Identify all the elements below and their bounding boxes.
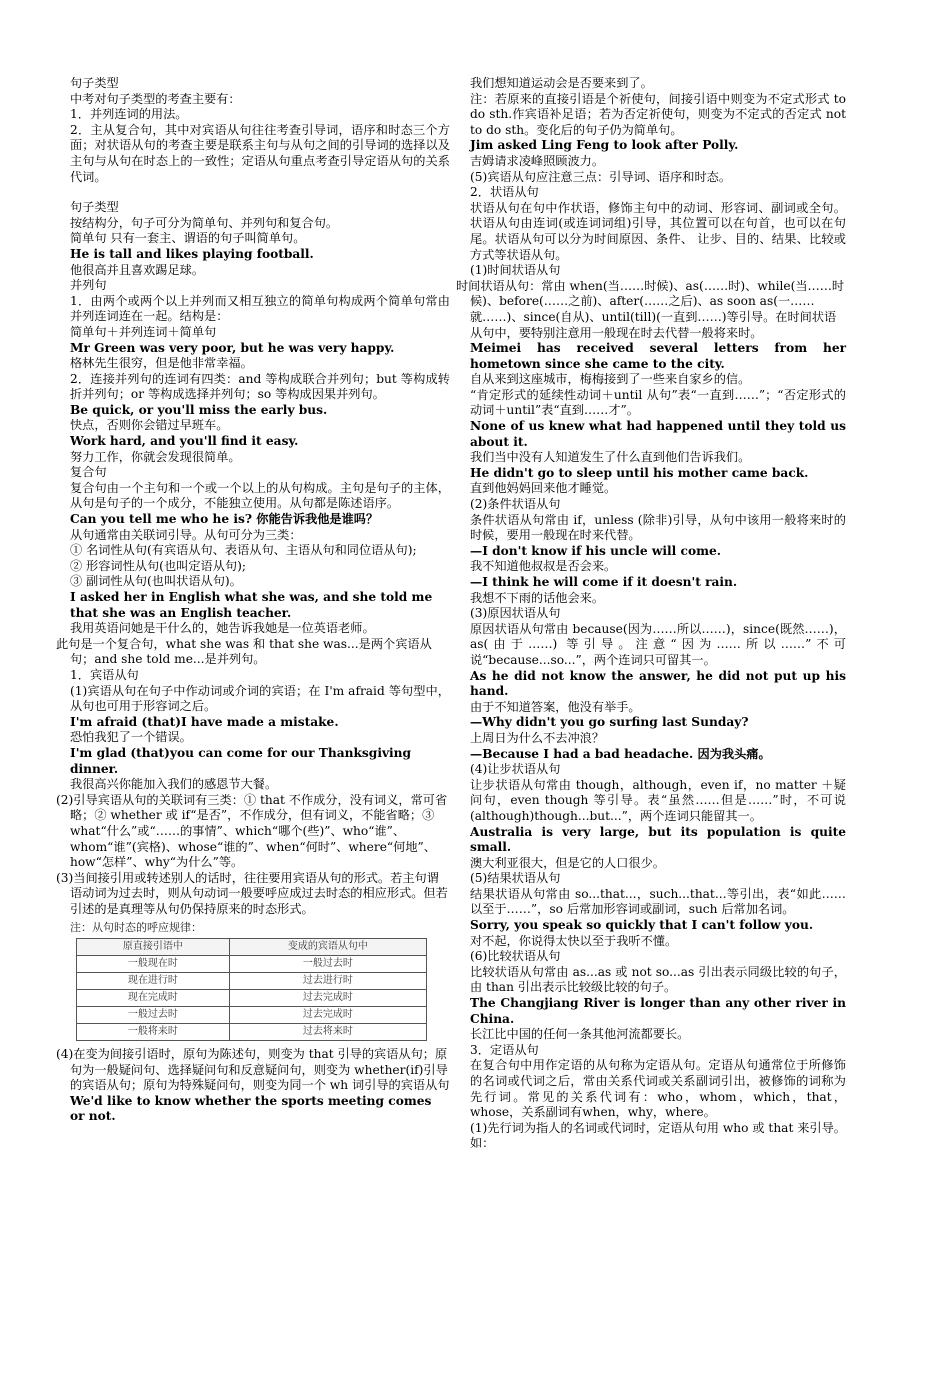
paragraph: 对不起，你说得太快以至于我听不懂。 [470, 933, 678, 948]
paragraph: None of us knew what had happened until they told us about it. [470, 419, 846, 449]
paragraph: Can you tell me who he is? 你能告诉我他是谁吗？ [70, 512, 379, 527]
paragraph: I'm afraid (that)I have made a mistake. [70, 714, 339, 729]
paragraph: 自从来到这座城市，梅梅接到了一些来自家乡的信。 [470, 372, 751, 387]
paragraph: (2)条件状语从句 [470, 497, 561, 512]
tense-correspondence-table [76, 938, 427, 1041]
paragraph: 吉姆请求凌峰照顾波力。 [470, 153, 605, 168]
paragraph: —I think he will come if it doesn't rain. [470, 575, 738, 589]
paragraph: 我想不下雨的话他会来。 [470, 590, 605, 605]
paragraph: He didn't go to sleep until his mother came back. [470, 465, 809, 480]
table-cell: 过去完成时 [229, 1007, 426, 1024]
table-cell: 一般过去时 [229, 956, 426, 973]
table-row [77, 956, 427, 973]
paragraph: 条件状语从句常由 if，unless (除非)引导，从句中该用一般将来时的时候，要用一般现在时来代替。 [470, 512, 846, 543]
table-cell: 过去进行时 [229, 973, 426, 990]
table-cell: 一般将来时 [77, 1024, 230, 1041]
table-row [77, 1024, 427, 1041]
paragraph: 我很高兴你能加入我们的感恩节大餐。 [70, 777, 278, 792]
paragraph: (4)在变为间接引语时，原句为陈述句，则变为 that 引导的宾语从句；原句为一般疑问句、选择疑问句和反意疑问句，则变为 whether(if)引导的宾语从句；原句为特殊疑问句，则变为同一个 wh 词引导的宾语从句 [56, 1047, 450, 1093]
paragraph: (2)引导宾语从句的关联词有三类：① that 不作成分，没有词义，常可省略；② whether 或 if“是否”，不作成分，但有词义，不能省略；③ what“什么”或“……的事情”、which“哪个(些)”、who“谁”、whom“谁”(宾格)、whose“谁的”、when“何时”、where“何地”、how“怎样”、why“为什么”等。 [56, 792, 448, 870]
left-column [56, 76, 450, 1125]
paragraph: 并列句 [70, 278, 107, 293]
paragraph: 长江比中国的任何一条其他河流都要长。 [470, 1027, 690, 1042]
table-row [77, 990, 427, 1007]
table-row [77, 1007, 427, 1024]
paragraph: 我们当中没有人知道发生了什么直到他们告诉我们。 [470, 450, 751, 465]
paragraph: Jim asked Ling Feng to look after Polly. [470, 138, 739, 153]
table-cell: 过去完成时 [229, 990, 426, 1007]
paragraph: 我们想知道运动会是否要来到了。 [470, 76, 653, 90]
paragraph: (5)宾语从句应注意三点：引导词、语序和时态。 [470, 169, 732, 184]
paragraph: 此句是一个复合句，what she was 和 that she was...是两个宾语从句；and she told me...是并列句。 [56, 636, 432, 667]
paragraph: 我不知道他叔叔是否会来。 [470, 559, 617, 574]
paragraph: The Changjiang River is longer than any other river in China. [470, 996, 846, 1026]
paragraph: 句子类型 [70, 76, 119, 90]
table-header-cell: 原直接引语中 [77, 939, 230, 956]
table-header-cell: 变成的宾语从句中 [229, 939, 426, 956]
paragraph: 复合句由一个主句和一个或一个以上的从句构成。主句是句子的主体，从句是句子的一个成分，不能独立使用。从句都是陈述语序。 [70, 480, 450, 511]
table-cell: 过去将来时 [229, 1024, 426, 1041]
paragraph: 快点，否则你会错过早班车。 [70, 418, 229, 433]
paragraph: 2．状语从句 [470, 185, 539, 200]
paragraph: 简单句 只有一套主、谓语的句子叫简单句。 [70, 231, 306, 246]
right-paragraphs [456, 76, 846, 1152]
paragraph: 1．宾语从句 [70, 667, 139, 682]
paragraph: 直到他妈妈回来他才睡觉。 [470, 481, 617, 496]
paragraph: 注：若原来的直接引语是个祈使句，间接引语中则变为不定式形式 to do sth.作宾语补足语；若为否定祈使句，则变为不定式的否定式 not to do sth。变化后的句子仍为简单句。 [470, 91, 846, 137]
table-row [77, 973, 427, 990]
paragraph: 上周日为什么不去冲浪？ [470, 730, 605, 745]
paragraph: 1．并列连词的用法。 [70, 107, 188, 122]
paragraph: Australia is very large, but its population is quite small. [470, 824, 846, 855]
paragraph: ② 形容词性从句(也叫定语从句); [70, 558, 246, 573]
paragraph: ① 名词性从句(有宾语从句、表语从句、主语从句和同位语从句); [70, 543, 417, 558]
paragraph: 恐怕我犯了一个错误。 [70, 730, 192, 745]
paragraph: 2．连接并列句的连词有四类：and 等构成联合并列句；but 等构成转折并列句；or 等构成选择并列句；so 等构成因果并列句。 [70, 371, 450, 402]
table-cell: 一般过去时 [77, 1007, 230, 1024]
paragraph: (3)原因状语从句 [470, 606, 561, 621]
left-paragraphs-after [56, 1047, 450, 1125]
paragraph: 状语从句在句中作状语，修饰主句中的动词、形容词、副词或全句。状语从句由连词(或连词词组)引导，其位置可以在句首，也可以在句尾。状语从句可以分为时间原因、条件、 让步、目的、结果、比较或方式等状语从句。 [470, 200, 846, 262]
paragraph: —Why didn't you go surfing last Sunday? [470, 715, 749, 730]
paragraph: I'm glad (that)you can come for our Thanksgiving dinner. [70, 745, 412, 776]
paragraph: (3)当间接引用或转述别人的话时，往往要用宾语从句的形式。若主句谓语动词为过去时，则从句动词一般要呼应成过去时态的相应形式。但若引述的是真理等从句仍保持原来的时态形式。 [56, 870, 448, 916]
paragraph: 我用英语问她是干什么的，她告诉我她是一位英语老师。 [70, 621, 375, 636]
paragraph: (1)先行词为指人的名词或代词时，定语从句用 who 或 that 来引导。如： [470, 1120, 846, 1151]
paragraph: Sorry, you speak so quickly that I can't follow you. [470, 918, 814, 933]
paragraph: 在复合句中用作定语的从句称为定语从句。定语从句通常位于所修饰的名词或代词之后，常由关系代词或关系副词引出，被修饰的词称为先行词。常见的关系代词有：who，whom，which，that，whose，关系副词有when，why，where。 [470, 1058, 846, 1120]
paragraph: 结果状语从句常由 so...that...，such...that...等引出，表“如此……以至于……”，so 后常加形容词或副词，such 后常加名词。 [470, 886, 846, 917]
paragraph: As he did not know the answer, he did not put up his hand. [470, 668, 846, 699]
paragraph: 澳大利亚很大，但是它的人口很少。 [470, 855, 665, 870]
paragraph: (1)宾语从句在句子中作动词或介词的宾语；在 I'm afraid 等句型中，从句也可用于形容词之后。 [70, 683, 450, 714]
paragraph: (6)比较状语从句 [470, 949, 561, 964]
table-body [77, 956, 427, 1041]
right-column [456, 76, 846, 1152]
paragraph: 他很高并且喜欢踢足球。 [70, 262, 205, 277]
paragraph: 比较状语从句常由 as...as 或 not so...as 引出表示同级比较的句子，由 than 引出表示比较级比较的句子。 [470, 964, 846, 995]
paragraph: Work hard, and you'll find it easy. [70, 434, 299, 449]
paragraph: 2．主从复合句，其中对宾语从句往往考查引导词，语序和时态三个方面；对状语从句的考查主要是联系主句与从句之间的引导词的选择以及主句与从句在时态上的一致性；定语从句重点考查引导定语从句的关系代词。 [70, 122, 450, 184]
paragraph: (1)时间状语从句 [470, 263, 561, 278]
paragraph: 让步状语从句常由 though，although，even if，no matter ＋疑问句，even though 等引导。表“虽然……但是……”时，不可说(although)though...but...”，两个连词只能留其一。 [470, 777, 846, 823]
paragraph: (5)结果状语从句 [470, 871, 561, 886]
paragraph: ③ 副词性从句(也叫状语从句)。 [70, 574, 242, 589]
paragraph: 时间状语从句：常由 when(当……时候)、as(……时)、while(当……时候)、before(……之前)、after(……之后)、as soon as(一……就……)、since(自从)、until(till)(一直到……)等引导。在时间状语从句中，要特别注意用一般现在时去代替一般将来时。 [456, 278, 845, 340]
table-cell: 现在进行时 [77, 973, 230, 990]
paragraph: Be quick, or you'll miss the early bus. [70, 402, 328, 417]
paragraph: We'd like to know whether the sports meeting comes or not. [70, 1093, 432, 1124]
paragraph: 句子类型 [70, 200, 119, 215]
paragraph: 努力工作，你就会发现很简单。 [70, 449, 241, 464]
paragraph: Meimei has received several letters from her hometown since she came to the city. [470, 341, 846, 371]
table-cell: 现在完成时 [77, 990, 230, 1007]
paragraph: 简单句＋并列连词＋简单句 [70, 324, 217, 339]
paragraph: 从句通常由关联词引导。从句可分为三类： [70, 527, 302, 542]
spacer [70, 185, 450, 200]
table-note: 注：从句时态的呼应规律： [70, 921, 202, 935]
table-cell: 一般现在时 [77, 956, 230, 973]
paragraph: —Because I had a bad headache. 因为我头痛。 [470, 746, 771, 761]
paragraph: 1．由两个或两个以上并列而又相互独立的简单句构成两个简单句常由并列连词连在一起。结构是： [70, 293, 450, 324]
paragraph: 原因状语从句常由 because(因为……所以……)，since(既然……)，as(由于……) 等引导。注意“因为……所以……”不可说“because...so...”，两个连词只可留其一。 [470, 621, 846, 667]
paragraph: 由于不知道答案，他没有举手。 [470, 699, 641, 714]
paragraph: Mr Green was very poor, but he was very happy. [70, 340, 395, 355]
paragraph: (4)让步状语从句 [470, 762, 561, 777]
paragraph: I asked her in English what she was, and she told me that she was an English teacher. [70, 590, 433, 620]
paragraph: “肯定形式的延续性动词＋until 从句”表“一直到……”；“否定形式的动词＋until”表“直到……才”。 [470, 387, 846, 418]
paragraph: 复合句 [70, 465, 107, 480]
paragraph: 3．定语从句 [470, 1042, 539, 1057]
paragraph: 中考对句子类型的考查主要有： [70, 91, 241, 106]
left-paragraphs [56, 76, 450, 917]
paragraph: —I don't know if his uncle will come. [470, 543, 721, 558]
tense-table-block [70, 920, 450, 1041]
table-header-row [77, 939, 427, 956]
paragraph: 按结构分，句子可分为简单句、并列句和复合句。 [70, 215, 339, 230]
paragraph: He is tall and likes playing football. [70, 246, 314, 261]
paragraph: 格林先生很穷，但是他非常幸福。 [70, 356, 253, 371]
